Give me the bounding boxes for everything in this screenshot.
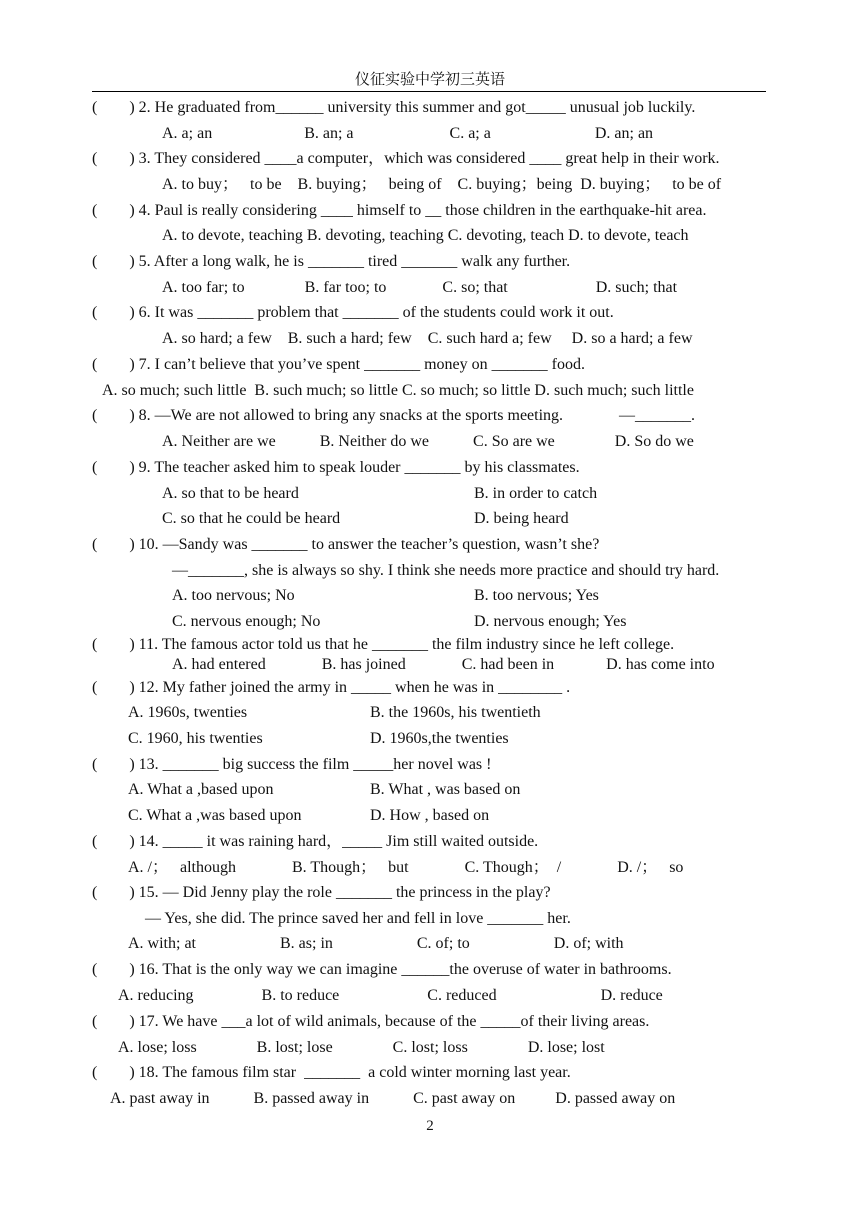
question-5: ( ) 5. After a long walk, he is _______ tired _______ walk any further. xyxy=(92,253,571,270)
options-2: A. a; an B. an; a C. a; a D. an; an xyxy=(162,125,654,142)
question-12: ( ) 12. My father joined the army in _____ when he was in ________ . xyxy=(92,679,571,696)
option-9c: C. so that he could be heard xyxy=(162,510,341,527)
page-header: 仪征实验中学初三英语 xyxy=(354,72,505,88)
options-18: A. past away in B. passed away in C. past away on D. passed away on xyxy=(110,1090,676,1107)
option-12b: B. the 1960s, his twentieth xyxy=(370,704,541,721)
option-12c: C. 1960, his twenties xyxy=(128,730,263,747)
option-13a: A. What a ,based upon xyxy=(128,781,274,798)
options-7: A. so much; such little B. such much; so little C. so much; so little D. such much; such little xyxy=(102,382,694,399)
question-10: ( ) 10. —Sandy was _______ to answer the teacher’s question, wasn’t she? xyxy=(92,536,600,553)
question-17: ( ) 17. We have ___a lot of wild animals, because of the _____of their living areas. xyxy=(92,1013,650,1030)
question-9: ( ) 9. The teacher asked him to speak louder _______ by his classmates. xyxy=(92,459,580,476)
question-4: ( ) 4. Paul is really considering ____ himself to __ those children in the earthquake-hit area. xyxy=(92,202,707,219)
option-12a: A. 1960s, twenties xyxy=(128,704,248,721)
option-10d: D. nervous enough; Yes xyxy=(474,613,627,630)
question-15-reply: — Yes, she did. The prince saved her and fell in love _______ her. xyxy=(145,910,571,927)
option-13b: B. What , was based on xyxy=(370,781,521,798)
question-14: ( ) 14. _____ it was raining hard，_____ Jim still waited outside. xyxy=(92,833,539,850)
question-10-reply: —_______, she is always so shy. I think she needs more practice and should try hard. xyxy=(172,562,720,579)
question-7: ( ) 7. I can’t believe that you’ve spent _______ money on _______ food. xyxy=(92,356,585,373)
question-8: ( ) 8. —We are not allowed to bring any snacks at the sports meeting. —_______. xyxy=(92,407,696,424)
question-6: ( ) 6. It was _______ problem that _______ of the students could work it out. xyxy=(92,304,614,321)
header-rule xyxy=(92,91,766,92)
options-16: A. reducing B. to reduce C. reduced D. reduce xyxy=(118,987,663,1004)
question-16: ( ) 16. That is the only way we can imagine ______the overuse of water in bathrooms. xyxy=(92,961,672,978)
question-3: ( ) 3. They considered ____a computer，which was considered ____ great help in their work. xyxy=(92,150,720,167)
options-4: A. to devote, teaching B. devoting, teaching C. devoting, teach D. to devote, teach xyxy=(162,227,689,244)
option-13d: D. How , based on xyxy=(370,807,490,824)
options-15: A. with; at B. as; in C. of; to D. of; with xyxy=(128,935,624,952)
option-9d: D. being heard xyxy=(474,510,569,527)
options-8: A. Neither are we B. Neither do we C. So are we D. So do we xyxy=(162,433,694,450)
options-5: A. too far; to B. far too; to C. so; that D. such; that xyxy=(162,279,678,296)
option-12d: D. 1960s,the twenties xyxy=(370,730,509,747)
question-11: ( ) 11. The famous actor told us that he _______ the film industry since he left college. xyxy=(92,636,675,653)
option-10a: A. too nervous; No xyxy=(172,587,295,604)
page-number: 2 xyxy=(426,1118,434,1134)
option-10b: B. too nervous; Yes xyxy=(474,587,599,604)
question-15: ( ) 15. — Did Jenny play the role _______ the princess in the play? xyxy=(92,884,551,901)
question-18: ( ) 18. The famous film star _______ a cold winter morning last year. xyxy=(92,1064,571,1081)
options-3: A. to buy； to be B. buying； being of C. buying；being D. buying； to be of xyxy=(162,176,722,193)
options-17: A. lose; loss B. lost; lose C. lost; loss D. lose; lost xyxy=(118,1039,605,1056)
question-2: ( ) 2. He graduated from______ university this summer and got_____ unusual job luckily. xyxy=(92,99,696,116)
question-13: ( ) 13. _______ big success the film _____her novel was ! xyxy=(92,756,492,773)
option-10c: C. nervous enough; No xyxy=(172,613,321,630)
option-13c: C. What a ,was based upon xyxy=(128,807,302,824)
options-6: A. so hard; a few B. such a hard; few C. such hard a; few D. so a hard; a few xyxy=(162,330,693,347)
option-9a: A. so that to be heard xyxy=(162,485,299,502)
options-11: A. had entered B. has joined C. had been in D. has come into xyxy=(172,656,715,673)
option-9b: B. in order to catch xyxy=(474,485,598,502)
options-14: A. /； although B. Though； but C. Though； / D. /； so xyxy=(128,859,684,876)
